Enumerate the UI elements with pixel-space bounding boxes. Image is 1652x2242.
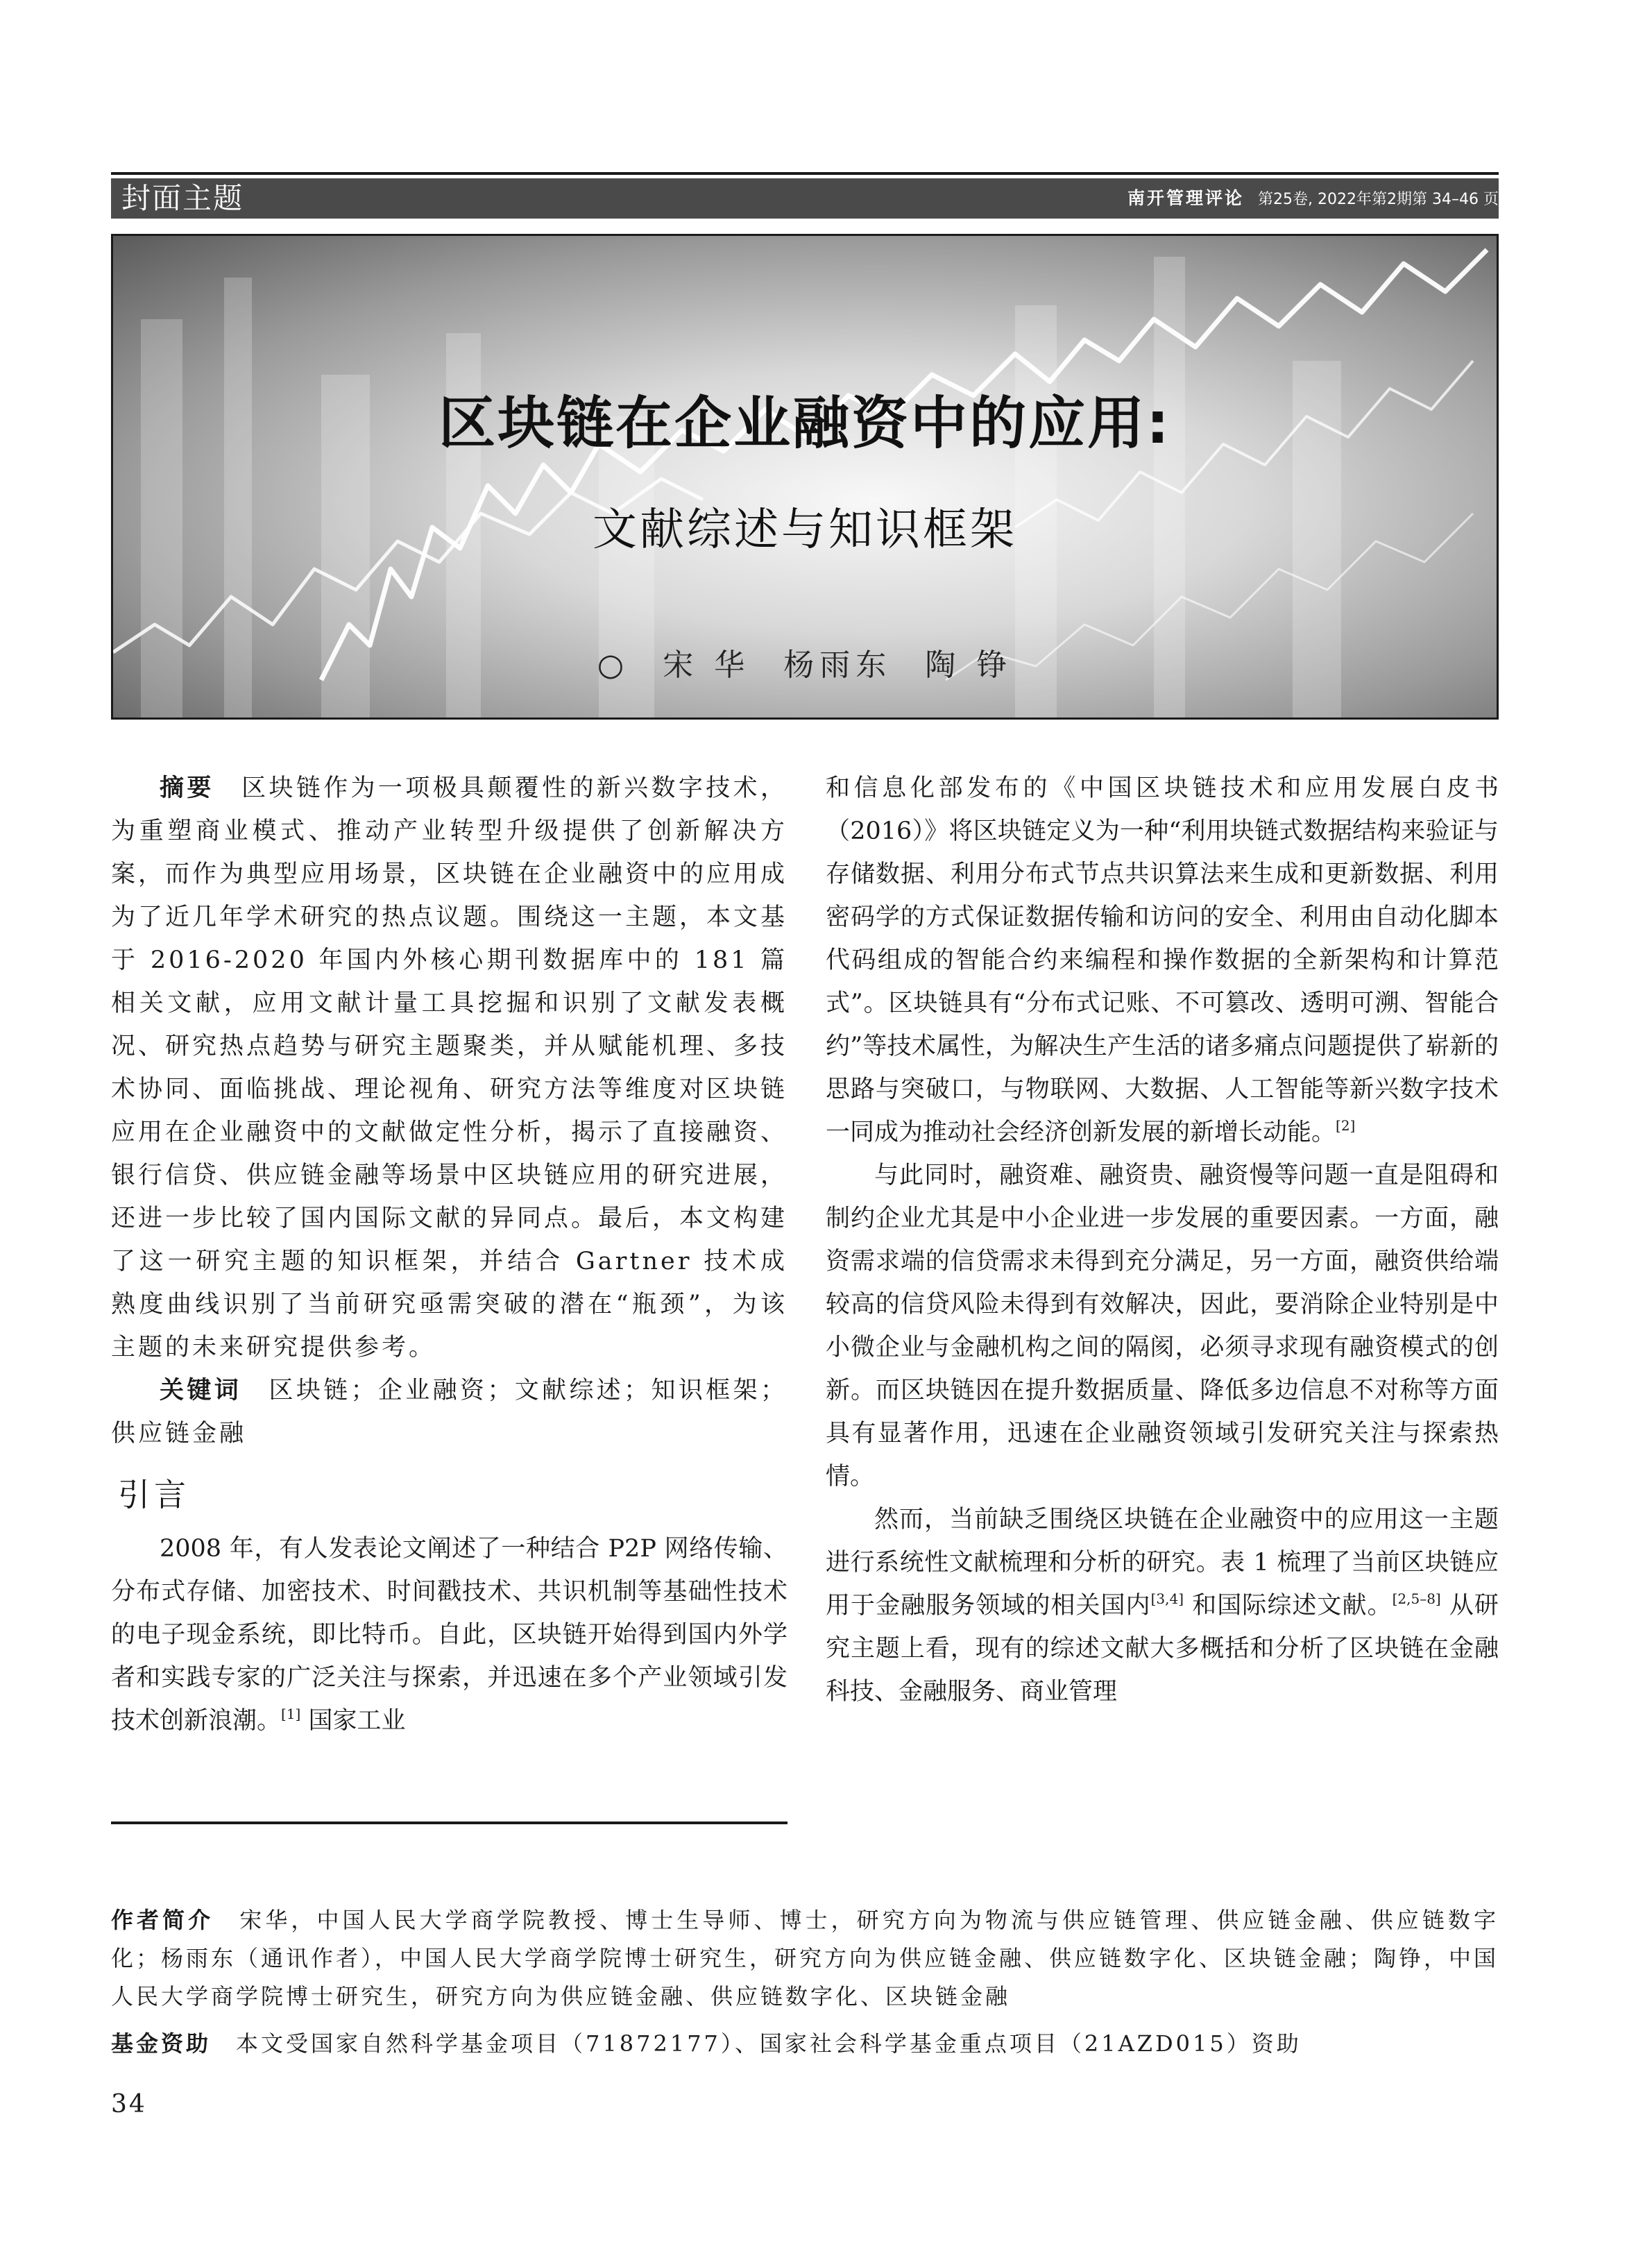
right-column xyxy=(826,767,1499,1713)
keywords xyxy=(111,1369,787,1455)
footnote-authors xyxy=(111,1901,1499,2016)
intro-paragraph-3: 与此同时，融资难、融资贵、融资慢等问题一直是阻碍和制约企业尤其是中小企业进一步发展的重要因素。一方面，融资需求端的信贷需求未得到充分满足，另一方面，融资供给端较高的信贷风险未得到有效解决，因此，要消除企业特别是中小微企业与金融机构之间的隔阂，必须寻求现有融资模式的创新。而区块链因在提升数据质量、降低多边信息不对称等方面具有显著作用，迅速在企业融资领域引发研究关注与探索热情。 xyxy=(826,1162,1499,1491)
citation: [3,4] xyxy=(1150,1590,1184,1607)
article-authors xyxy=(113,640,1497,684)
abstract xyxy=(111,767,787,1369)
journal-issue: 第25卷, 2022年第2期第 34–46 页 xyxy=(1258,191,1499,208)
article-title: 区块链在企业融资中的应用: xyxy=(438,391,1171,457)
footnote-rule xyxy=(111,1821,787,1824)
author-1: 宋 华 xyxy=(663,647,751,683)
intro-heading: 引言 xyxy=(118,1476,190,1513)
citation: [2] xyxy=(1336,1117,1356,1134)
footnote-funding xyxy=(111,2025,1499,2063)
journal-info xyxy=(1127,178,1499,219)
keywords-label: 关键词 xyxy=(160,1377,242,1404)
keywords-text: 区块链；企业融资；文献综述；知识框架；供应链金融 xyxy=(111,1377,787,1447)
footnote-authors-label: 作者简介 xyxy=(111,1907,214,1933)
footnote-funding-text: 本文受国家自然科学基金项目（71872177）、国家社会科学基金重点项目（21AZD015）资助 xyxy=(236,2030,1302,2057)
page-number: 34 xyxy=(111,2090,147,2118)
author-2: 杨雨东 xyxy=(783,647,892,683)
intro-paragraph-1: 2008 年，有人发表论文阐述了一种结合 P2P 网络传输、分布式存储、加密技术、时间戳技术、共识机制等基础性技术的电子现金系统，即比特币。自此，区块链开始得到国内外学者和实践专家的广泛关注与探索，并迅速在多个产业领域引发技术创新浪潮。[1] 国家工业 xyxy=(111,1535,787,1735)
abstract-label: 摘要 xyxy=(160,774,214,802)
journal-name: 南开管理评论 xyxy=(1127,188,1245,208)
left-column xyxy=(111,767,787,1742)
intro-paragraph-2: 和信息化部发布的《中国区块链技术和应用发展白皮书（2016）》将区块链定义为一种“利用块链式数据结构来验证与存储数据、利用分布式节点共识算法来生成和更新数据、利用密码学的方式保证数据传输和访问的安全、利用由自动化脚本代码组成的智能合约来编程和操作数据的全新架构和计算范式”。区块链具有“分布式记账、不可篡改、透明可溯、智能合约”等技术属性，为解决生产生活的诸多痛点问题提供了崭新的思路与突破口，与物联网、大数据、人工智能等新兴数字技术一同成为推动社会经济创新发展的新增长动能。[2] xyxy=(826,774,1499,1146)
citation: [2,5–8] xyxy=(1392,1590,1441,1607)
section-label: 封面主题 xyxy=(121,181,244,215)
intro-paragraph-4: 然而，当前缺乏围绕区块链在企业融资中的应用这一主题进行系统性文献梳理和分析的研究。表 1 梳理了当前区块链应用于金融服务领域的相关国内[3,4] 和国际综述文献。[2,5–8] 从研究主题上看，现有的综述文献大多概括和分析了区块链在金融科技、金融服务、商业管理 xyxy=(826,1506,1499,1706)
footnote-authors-text: 宋华，中国人民大学商学院教授、博士生导师、博士，研究方向为物流与供应链管理、供应链金融、供应链数字化；杨雨东（通讯作者），中国人民大学商学院博士研究生，研究方向为供应链金融、供应链数字化、区块链金融；陶铮，中国人民大学商学院博士研究生，研究方向为供应链金融、供应链数字化、区块链金融 xyxy=(111,1907,1499,2010)
author-3: 陶 铮 xyxy=(925,647,1013,683)
author-marker: ○ xyxy=(597,647,630,683)
citation: [1] xyxy=(281,1706,301,1722)
cover-banner xyxy=(111,234,1499,720)
article-subtitle: 文献综述与知识框架 xyxy=(593,504,1017,556)
footnote-funding-label: 基金资助 xyxy=(111,2030,212,2057)
header-rule xyxy=(111,172,1499,175)
abstract-text: 区块链作为一项极具颠覆性的新兴数字技术，为重塑商业模式、推动产业转型升级提供了创新解决方案，而作为典型应用场景，区块链在企业融资中的应用成为了近几年学术研究的热点议题。围绕这一主题，本文基于 2016-2020 年国内外核心期刊数据库中的 181 篇相关文献，应用文献计量工具挖掘和识别了文献发表概况、研究热点趋势与研究主题聚类，并从赋能机理、多技术协同、面临挑战、理论视角、研究方法等维度对区块链应用在企业融资中的文献做定性分析，揭示了直接融资、银行信贷、供应链金融等场景中区块链应用的研究进展，还进一步比较了国内国际文献的异同点。最后，本文构建了这一研究主题的知识框架，并结合 Gartner 技术成熟度曲线识别了当前研究亟需突破的潜在“瓶颈”，为该主题的未来研究提供参考。 xyxy=(111,774,788,1361)
